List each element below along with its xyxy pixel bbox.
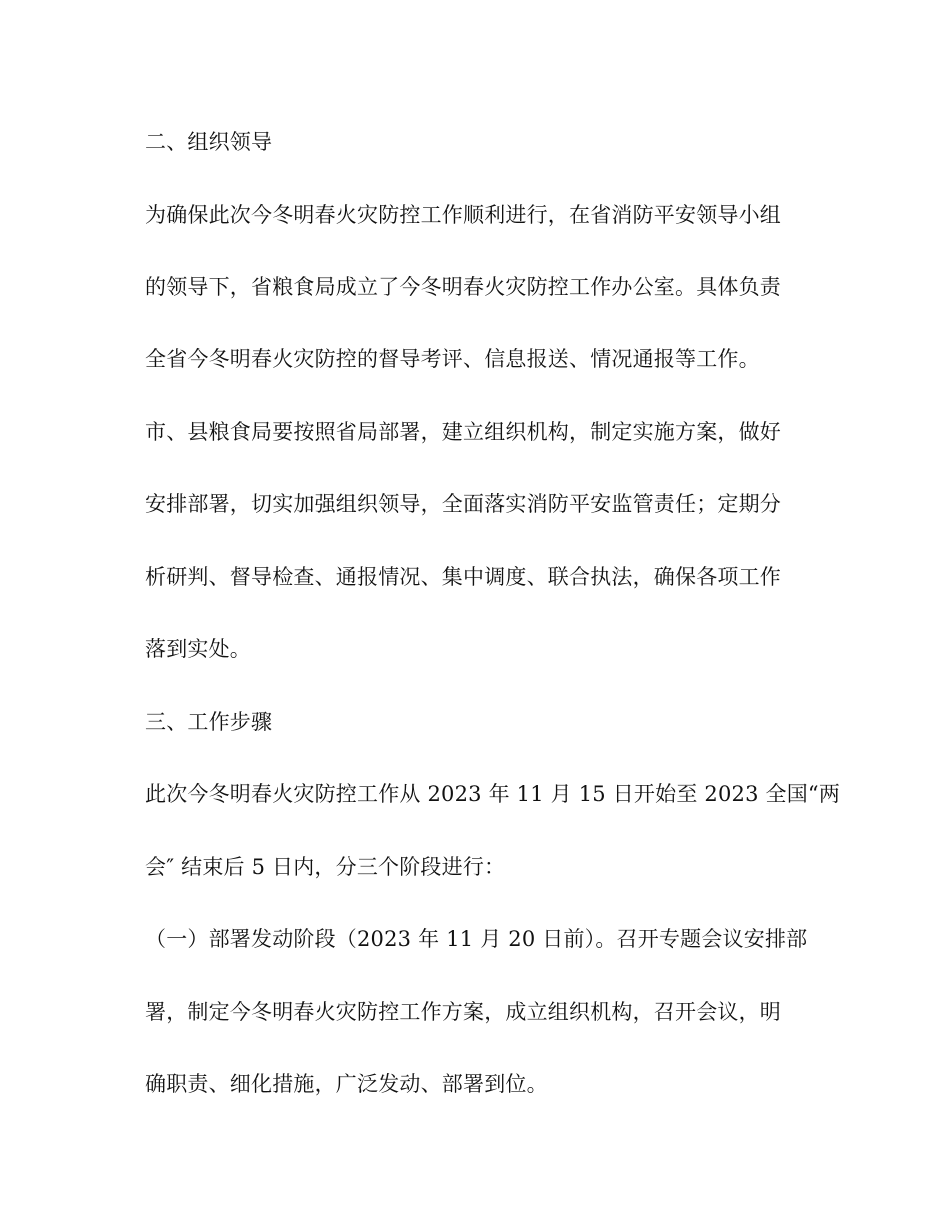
paragraph-line: 落到实处。 bbox=[145, 637, 251, 661]
paragraph-line: 为确保此次今冬明春火灾防控工作顺利进行，在省消防平安领导小组 bbox=[145, 203, 781, 227]
paragraph-line: 析研判、督导检查、通报情况、集中调度、联合执法，确保各项工作 bbox=[145, 565, 781, 589]
paragraph-line: 安排部署，切实加强组织领导，全面落实消防平安监管责任；定期分 bbox=[145, 492, 781, 516]
paragraph-line: 此次今冬明春火灾防控工作从 2023 年 11 月 15 日开始至 2023 全国“两 bbox=[145, 782, 841, 806]
paragraph-line: （一）部署发动阶段（2023 年 11 月 20 日前）。召开专题会议安排部 bbox=[145, 927, 808, 951]
paragraph-line: 市、县粮食局要按照省局部署，建立组织机构，制定实施方案，做好 bbox=[145, 420, 781, 444]
section-heading-steps: 三、工作步骤 bbox=[145, 710, 273, 734]
section-heading-organization: 二、组织领导 bbox=[145, 130, 273, 154]
paragraph-line: 确职责、细化措施，广泛发动、部署到位。 bbox=[145, 1072, 548, 1096]
paragraph-line: 会″ 结束后 5 日内，分三个阶段进行： bbox=[145, 855, 506, 879]
paragraph-line: 署，制定今冬明春火灾防控工作方案，成立组织机构，召开会议，明 bbox=[145, 1000, 781, 1024]
paragraph-line: 的领导下，省粮食局成立了今冬明春火灾防控工作办公室。具体负责 bbox=[145, 275, 781, 299]
paragraph-line: 全省今冬明春火灾防控的督导考评、信息报送、情况通报等工作。 bbox=[145, 347, 760, 371]
